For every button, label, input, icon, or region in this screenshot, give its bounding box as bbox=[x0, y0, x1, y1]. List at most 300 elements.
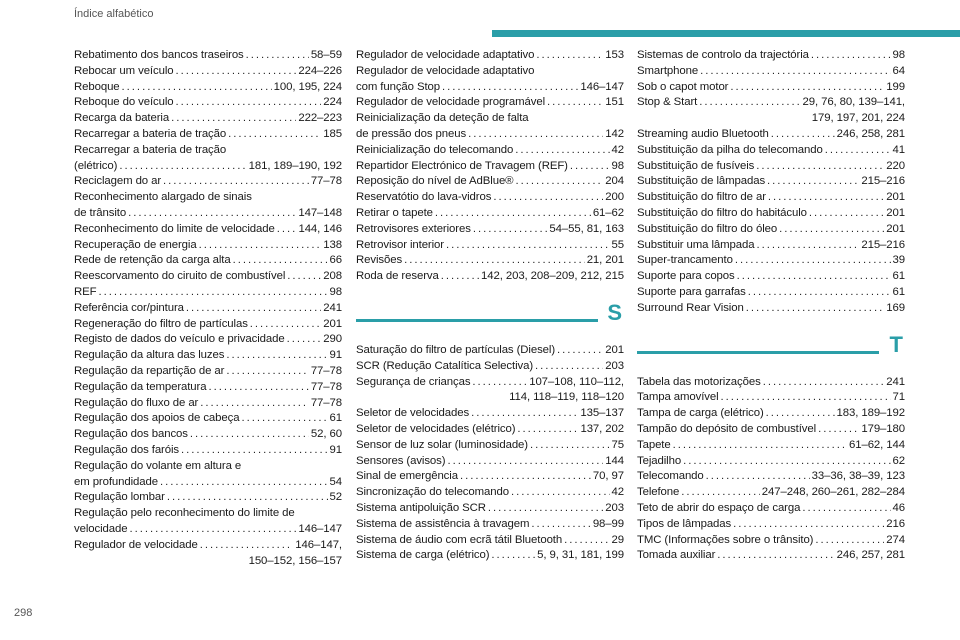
index-entry bbox=[74, 95, 342, 111]
dot-leader bbox=[199, 238, 322, 254]
index-entry bbox=[74, 174, 342, 190]
dot-leader bbox=[190, 427, 309, 443]
dot-leader bbox=[700, 64, 890, 80]
dot-leader bbox=[564, 533, 609, 549]
entry-row bbox=[74, 538, 342, 554]
index-entry bbox=[637, 533, 905, 549]
entry-label: em profundidade bbox=[74, 475, 158, 488]
dot-leader bbox=[471, 406, 578, 422]
entry-pages: 224–226 bbox=[298, 64, 342, 77]
dot-leader bbox=[515, 174, 603, 190]
dot-leader bbox=[768, 190, 884, 206]
entry-label: Sistemas de controlo da trajectória bbox=[637, 49, 809, 61]
dot-leader bbox=[706, 469, 810, 485]
entry-label: Tipos de lâmpadas bbox=[637, 517, 732, 530]
entry-label: Super-trancamento bbox=[637, 254, 733, 267]
index-entry bbox=[74, 459, 342, 491]
entry-pages: 29, 76, 80, 139–141, bbox=[802, 96, 905, 109]
entry-pages: 142, 203, 208–209, 212, 215 bbox=[481, 270, 624, 283]
index-entry bbox=[637, 253, 905, 269]
entry-pages: 151 bbox=[605, 96, 624, 109]
entry-label: Suporte para copos bbox=[637, 270, 735, 283]
entry-row bbox=[356, 517, 624, 533]
header-accent-bar bbox=[492, 30, 960, 37]
entry-label: Rebocar um veículo bbox=[74, 64, 174, 77]
entry-row bbox=[637, 48, 905, 64]
entry-label: Regulador de velocidade adaptativo bbox=[356, 49, 535, 61]
entry-label: Sistema de carga (elétrico) bbox=[356, 549, 490, 562]
dot-leader bbox=[435, 206, 591, 222]
entry-label: Substituição de lâmpadas bbox=[637, 175, 766, 188]
entry-row bbox=[356, 95, 624, 111]
entry-label: de pressão dos pneus bbox=[356, 127, 467, 140]
entry-row bbox=[356, 174, 624, 190]
dot-leader bbox=[779, 222, 884, 238]
entry-pages: 144 bbox=[605, 454, 624, 467]
index-entry bbox=[637, 517, 905, 533]
index-entry bbox=[637, 269, 905, 285]
entry-pages: 61 bbox=[892, 285, 905, 298]
entry-pages: 107–108, 110–112, bbox=[529, 375, 624, 388]
entry-row bbox=[637, 285, 905, 301]
dot-leader bbox=[122, 80, 272, 96]
entry-pages: 42 bbox=[611, 486, 624, 499]
entry-pages: 70, 97 bbox=[592, 470, 624, 483]
entry-pages: 52 bbox=[329, 491, 342, 504]
entry-pages: 77–78 bbox=[310, 380, 342, 393]
index-entry bbox=[637, 375, 905, 391]
entry-row bbox=[356, 206, 624, 222]
entry-pages: 98 bbox=[892, 49, 905, 61]
dot-leader bbox=[441, 269, 479, 285]
dot-leader bbox=[488, 501, 603, 517]
entry-row bbox=[74, 111, 342, 127]
entry-label: Reposição do nível de AdBlue® bbox=[356, 175, 514, 188]
dot-leader bbox=[277, 222, 297, 238]
entry-label: Regulação da altura das luzes bbox=[74, 349, 225, 362]
dot-leader bbox=[756, 238, 859, 254]
entry-pages: 77–78 bbox=[310, 396, 342, 409]
entry-row bbox=[356, 127, 624, 143]
dot-leader bbox=[681, 485, 760, 501]
entry-row bbox=[74, 95, 342, 111]
entry-pages: 201 bbox=[323, 317, 342, 330]
entry-row bbox=[637, 95, 905, 111]
dot-leader bbox=[531, 517, 590, 533]
dot-leader bbox=[730, 80, 884, 96]
index-entry bbox=[356, 485, 624, 501]
entry-label: Substituição do filtro do óleo bbox=[637, 222, 778, 235]
dot-leader bbox=[226, 364, 308, 380]
entry-row bbox=[74, 174, 342, 190]
entry-pages: 201 bbox=[886, 206, 905, 219]
entry-row bbox=[637, 390, 905, 406]
dot-leader bbox=[442, 80, 578, 96]
entry-row bbox=[356, 48, 624, 64]
index-entry bbox=[637, 301, 905, 317]
entry-pages: 77–78 bbox=[310, 364, 342, 377]
dot-leader bbox=[733, 517, 884, 533]
entry-row bbox=[637, 301, 905, 317]
entry-label: Seletor de velocidades bbox=[356, 407, 470, 420]
entry-pages: 199 bbox=[886, 80, 905, 93]
entry-pages-continued: 114, 118–119, 118–120 bbox=[509, 391, 624, 404]
entry-pages: 54 bbox=[329, 475, 342, 488]
index-entry bbox=[356, 143, 624, 159]
entry-pages: 146–147, bbox=[295, 538, 342, 551]
index-entry bbox=[74, 80, 342, 96]
entry-pages: 246, 257, 281 bbox=[836, 549, 905, 562]
entry-pages: 137, 202 bbox=[580, 422, 624, 435]
index-entry bbox=[637, 48, 905, 64]
entry-pages: 146–147 bbox=[580, 80, 624, 93]
index-entry bbox=[356, 111, 624, 143]
index-entry bbox=[637, 285, 905, 301]
entry-row bbox=[74, 301, 342, 317]
entry-row bbox=[74, 427, 342, 443]
entry-label: Suporte para garrafas bbox=[637, 285, 746, 298]
index-entry bbox=[356, 375, 624, 407]
dot-leader bbox=[825, 143, 891, 159]
entry-pages: 183, 189–192 bbox=[836, 407, 905, 420]
index-entry bbox=[637, 390, 905, 406]
entry-label: Reinicialização da deteção de falta bbox=[356, 112, 529, 125]
entry-pages: 91 bbox=[329, 349, 342, 362]
entry-label: Rebatimento dos bancos traseiros bbox=[74, 49, 244, 61]
entry-label: Regulação dos faróis bbox=[74, 443, 180, 456]
entry-label: Tapete bbox=[637, 438, 671, 451]
entry-pages: 246, 258, 281 bbox=[836, 127, 905, 140]
entry-row bbox=[637, 174, 905, 190]
entry-pages: 201 bbox=[886, 222, 905, 235]
entry-pages: 54–55, 81, 163 bbox=[549, 222, 624, 235]
entry-label: Regulação do fluxo de ar bbox=[74, 396, 199, 409]
index-entry bbox=[74, 222, 342, 238]
entry-label: Regulação do volante em altura e bbox=[74, 459, 242, 472]
entry-pages: 215–216 bbox=[861, 238, 905, 251]
entry-label: Teto de abrir do espaço de carga bbox=[637, 501, 801, 514]
index-entry bbox=[74, 348, 342, 364]
entry-pages: 222–223 bbox=[298, 112, 342, 125]
index-entry bbox=[356, 548, 624, 564]
entry-pages: 61–62 bbox=[592, 206, 624, 219]
section-heading-s bbox=[356, 297, 624, 337]
entry-row bbox=[637, 159, 905, 175]
entry-label: SCR (Redução Catalítica Selectiva) bbox=[356, 359, 534, 372]
entry-label: Regulação dos bancos bbox=[74, 428, 188, 441]
entry-label: Regulação pelo reconhecimento do limite de bbox=[74, 507, 295, 520]
entry-pages: 147–148 bbox=[298, 206, 342, 219]
index-entry bbox=[74, 285, 342, 301]
entry-pages: 220 bbox=[886, 159, 905, 172]
entry-pages: 29 bbox=[611, 533, 624, 546]
dot-leader bbox=[200, 396, 309, 412]
index-entry bbox=[74, 127, 342, 143]
dot-leader bbox=[472, 375, 527, 391]
entry-row bbox=[356, 80, 624, 96]
dot-leader bbox=[446, 238, 610, 254]
entry-row bbox=[74, 411, 342, 427]
entry-pages: 215–216 bbox=[861, 175, 905, 188]
entry-label: Reciclagem do ar bbox=[74, 175, 162, 188]
entry-pages: 77–78 bbox=[310, 175, 342, 188]
entry-pages: 75 bbox=[611, 438, 624, 451]
dot-leader bbox=[515, 143, 609, 159]
entry-label: Regulação dos apoios de cabeça bbox=[74, 412, 240, 425]
entry-row bbox=[356, 343, 624, 359]
entry-label: Smartphone bbox=[637, 64, 699, 77]
dot-leader bbox=[119, 159, 246, 175]
entry-row bbox=[74, 80, 342, 96]
entry-label: TMC (Informações sobre o trânsito) bbox=[637, 533, 814, 546]
entry-label: Streaming audio Bluetooth bbox=[637, 127, 769, 140]
entry-row bbox=[74, 238, 342, 254]
index-entry bbox=[637, 95, 905, 127]
index-entry bbox=[637, 485, 905, 501]
entry-label: Tabela das motorizações bbox=[637, 375, 761, 388]
index-entry bbox=[637, 501, 905, 517]
index-entry bbox=[356, 438, 624, 454]
entry-label: Sinal de emergência bbox=[356, 470, 458, 483]
entry-label: Rede de retenção da carga alta bbox=[74, 254, 231, 267]
entry-row bbox=[637, 501, 905, 517]
entry-row bbox=[637, 190, 905, 206]
index-entry bbox=[74, 190, 342, 222]
entry-row bbox=[74, 475, 342, 491]
entry-label: Reconhecimento alargado de sinais bbox=[74, 191, 252, 204]
entry-pages: 41 bbox=[892, 143, 905, 156]
entry-row bbox=[74, 396, 342, 412]
dot-leader bbox=[737, 269, 891, 285]
entry-row bbox=[637, 548, 905, 564]
dot-leader bbox=[208, 380, 308, 396]
entry-pages: 142 bbox=[605, 127, 624, 140]
page-number: 298 bbox=[14, 607, 33, 619]
index-entry bbox=[356, 454, 624, 470]
index-column-2 bbox=[356, 48, 624, 564]
entry-row bbox=[74, 332, 342, 348]
dot-leader bbox=[535, 359, 603, 375]
entry-label: Substituição do filtro do habitáculo bbox=[637, 206, 807, 219]
dot-leader bbox=[160, 475, 328, 491]
entry-label: Regeneração do filtro de partículas bbox=[74, 317, 248, 330]
dot-leader bbox=[460, 469, 591, 485]
index-entry bbox=[637, 159, 905, 175]
entry-pages: 62 bbox=[892, 454, 905, 467]
entry-pages: 98–99 bbox=[592, 517, 624, 530]
dot-leader bbox=[818, 422, 859, 438]
entry-pages: 39 bbox=[892, 254, 905, 267]
entry-pages: 58–59 bbox=[310, 49, 342, 61]
index-entry bbox=[637, 548, 905, 564]
index-entry bbox=[356, 422, 624, 438]
entry-pages: 201 bbox=[605, 343, 624, 356]
entry-row bbox=[74, 222, 342, 238]
dot-leader bbox=[766, 406, 835, 422]
entry-pages: 153 bbox=[605, 49, 624, 61]
dot-leader bbox=[176, 64, 297, 80]
entry-pages: 66 bbox=[329, 254, 342, 267]
dot-leader bbox=[746, 301, 885, 317]
dot-leader bbox=[447, 454, 603, 470]
entry-label: Sensores (avisos) bbox=[356, 454, 446, 467]
entry-label: Substituição do filtro de ar bbox=[637, 191, 766, 204]
entry-row bbox=[637, 269, 905, 285]
entry-pages: 46 bbox=[892, 501, 905, 514]
dot-leader bbox=[287, 332, 322, 348]
index-entry bbox=[356, 238, 624, 254]
entry-row bbox=[356, 406, 624, 422]
entry-row bbox=[356, 359, 624, 375]
entry-pages-continued: 150–152, 156–157 bbox=[248, 554, 342, 567]
index-entry bbox=[356, 174, 624, 190]
index-entry bbox=[74, 443, 342, 459]
entry-label: Tampão do depósito de combustível bbox=[637, 422, 817, 435]
entry-label: Referência cor/pintura bbox=[74, 301, 184, 314]
dot-leader bbox=[717, 548, 834, 564]
entry-label: Tomada auxiliar bbox=[637, 549, 716, 562]
index-entry bbox=[637, 406, 905, 422]
entry-pages: 144, 146 bbox=[298, 222, 342, 235]
index-entry bbox=[74, 332, 342, 348]
entry-row bbox=[637, 517, 905, 533]
index-entry bbox=[356, 159, 624, 175]
dot-leader bbox=[493, 190, 603, 206]
entry-label: Retrovisores exteriores bbox=[356, 222, 471, 235]
entry-label: de trânsito bbox=[74, 206, 127, 219]
index-entry bbox=[637, 206, 905, 222]
index-entry bbox=[356, 269, 624, 285]
index-entry bbox=[356, 64, 624, 96]
entry-row bbox=[637, 485, 905, 501]
dot-leader bbox=[98, 285, 327, 301]
index-entry bbox=[637, 422, 905, 438]
dot-leader bbox=[511, 485, 610, 501]
index-entry bbox=[74, 269, 342, 285]
index-entry bbox=[356, 533, 624, 549]
entry-pages: 61–62, 144 bbox=[848, 438, 905, 451]
entry-label: Reservatótio do lava-vidros bbox=[356, 191, 492, 204]
dot-leader bbox=[226, 348, 327, 364]
entry-pages: 61 bbox=[329, 412, 342, 425]
dot-leader bbox=[530, 438, 610, 454]
entry-pages: 185 bbox=[323, 127, 342, 140]
dot-leader bbox=[767, 174, 859, 190]
entry-label: Reboque bbox=[74, 80, 120, 93]
dot-leader bbox=[557, 343, 603, 359]
entry-pages: 100, 195, 224 bbox=[273, 80, 342, 93]
index-entry bbox=[637, 469, 905, 485]
entry-label: Substituir uma lâmpada bbox=[637, 238, 755, 251]
dot-leader bbox=[673, 438, 847, 454]
entry-pages: 169 bbox=[886, 301, 905, 314]
dot-leader bbox=[811, 48, 891, 64]
index-entry bbox=[356, 95, 624, 111]
index-column-1 bbox=[74, 48, 342, 569]
entry-label: REF bbox=[74, 285, 97, 298]
index-entry bbox=[637, 64, 905, 80]
entry-label: Retrovisor interior bbox=[356, 238, 444, 251]
entry-pages: 55 bbox=[611, 238, 624, 251]
entry-label: Substituição de fusíveis bbox=[637, 159, 755, 172]
entry-row bbox=[356, 438, 624, 454]
entry-row bbox=[356, 238, 624, 254]
entry-row bbox=[74, 206, 342, 222]
index-entry bbox=[74, 111, 342, 127]
index-entry bbox=[356, 469, 624, 485]
entry-pages: 290 bbox=[323, 333, 342, 346]
entry-row bbox=[356, 159, 624, 175]
index-entry bbox=[356, 517, 624, 533]
entry-row bbox=[74, 443, 342, 459]
entry-pages: 208 bbox=[323, 270, 342, 283]
entry-pages: 247–248, 260–261, 282–284 bbox=[761, 486, 905, 499]
index-entry bbox=[356, 48, 624, 64]
entry-row bbox=[637, 438, 905, 454]
section-heading-t bbox=[637, 329, 905, 369]
entry-label: Registo de dados do veículo e privacidade bbox=[74, 333, 285, 346]
entry-row bbox=[356, 469, 624, 485]
entry-label: velocidade bbox=[74, 522, 128, 535]
entry-label: Segurança de crianças bbox=[356, 375, 471, 388]
dot-leader bbox=[163, 174, 309, 190]
entry-label: Regulador de velocidade programável bbox=[356, 96, 545, 109]
entry-row bbox=[356, 548, 624, 564]
index-entry bbox=[637, 174, 905, 190]
entry-pages: 91 bbox=[329, 443, 342, 456]
dot-leader bbox=[129, 522, 296, 538]
index-entry bbox=[637, 143, 905, 159]
entry-label: Recarregar a bateria de tração bbox=[74, 127, 227, 140]
entry-label: Telefone bbox=[637, 486, 680, 499]
entry-label: (elétrico) bbox=[74, 159, 118, 172]
entry-row bbox=[637, 454, 905, 470]
index-entry bbox=[356, 222, 624, 238]
entry-row bbox=[637, 222, 905, 238]
index-entry bbox=[74, 301, 342, 317]
dot-leader bbox=[200, 538, 294, 554]
index-entry bbox=[356, 343, 624, 359]
entry-row bbox=[637, 127, 905, 143]
entry-label: Saturação do filtro de partículas (Diesel) bbox=[356, 343, 556, 356]
entry-row bbox=[74, 380, 342, 396]
entry-pages: 33–36, 38–39, 123 bbox=[811, 470, 905, 483]
section-letter: T bbox=[889, 331, 903, 357]
dot-leader bbox=[809, 206, 884, 222]
entry-label: Recuperação de energia bbox=[74, 238, 197, 251]
index-entry bbox=[637, 190, 905, 206]
entry-label: Sistema de áudio com ecrã tátil Bluetooth bbox=[356, 533, 563, 546]
index-entry bbox=[637, 222, 905, 238]
dot-leader bbox=[287, 269, 321, 285]
entry-pages: 179–180 bbox=[861, 422, 905, 435]
entry-row bbox=[637, 206, 905, 222]
entry-pages: 135–137 bbox=[580, 407, 624, 420]
dot-leader bbox=[815, 533, 884, 549]
dot-leader bbox=[171, 111, 296, 127]
entry-pages-continued: 179, 197, 201, 224 bbox=[811, 112, 905, 125]
index-entry bbox=[74, 396, 342, 412]
dot-leader bbox=[771, 127, 835, 143]
entry-row bbox=[356, 269, 624, 285]
entry-row bbox=[356, 454, 624, 470]
entry-row bbox=[637, 143, 905, 159]
section-rule bbox=[356, 319, 598, 322]
entry-row bbox=[356, 190, 624, 206]
entry-row bbox=[637, 422, 905, 438]
entry-label: Reescorvamento do ciruito de combustível bbox=[74, 270, 286, 283]
dot-leader bbox=[536, 48, 603, 64]
